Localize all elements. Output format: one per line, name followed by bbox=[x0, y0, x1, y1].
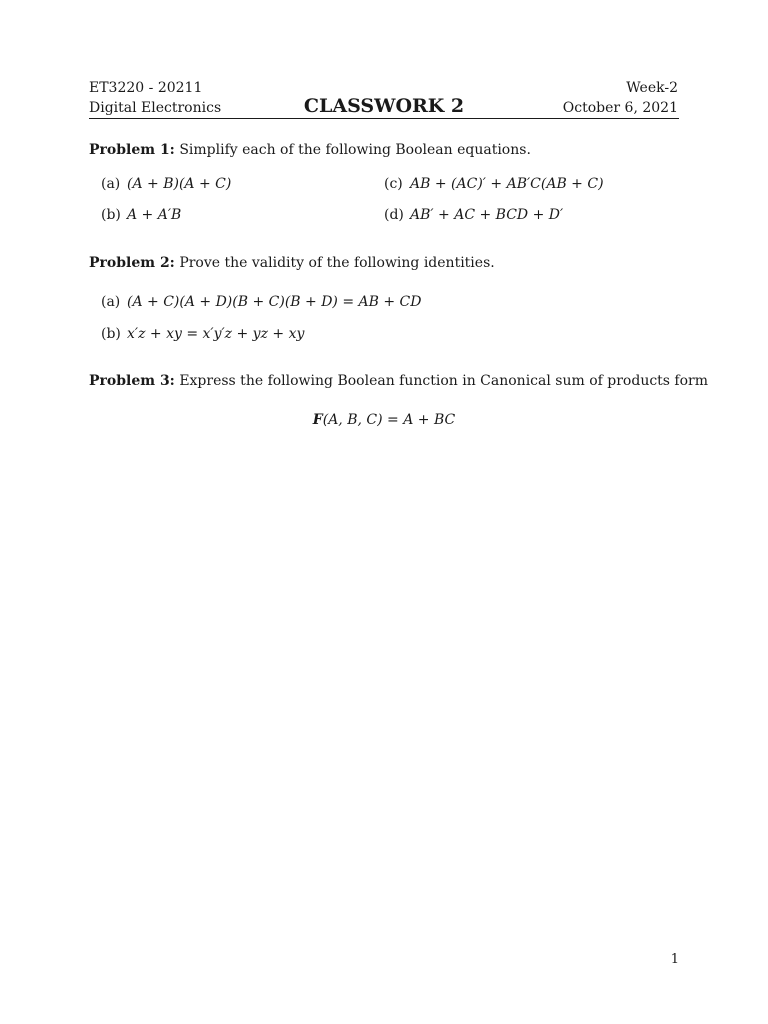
item-expression: (A + B)(A + C) bbox=[127, 176, 232, 192]
header-rule bbox=[89, 118, 679, 119]
page-title: CLASSWORK 2 bbox=[303, 95, 465, 117]
function-definition: (A, B, C) = A + BC bbox=[322, 412, 456, 428]
item-label: (b) bbox=[101, 207, 121, 223]
problem-1-statement bbox=[89, 142, 531, 158]
item-label: (a) bbox=[101, 176, 121, 192]
item-label: (c) bbox=[384, 176, 403, 192]
page-number: 1 bbox=[670, 952, 679, 967]
item-expression: x′z + xy = x′y′z + yz + xy bbox=[127, 326, 305, 342]
problem-2-item-b bbox=[101, 326, 304, 342]
item-expression: AB + (AC)′ + AB′C(AB + C) bbox=[410, 176, 604, 192]
problem-1-item-b bbox=[101, 207, 181, 223]
course-code: ET3220 - 20211 bbox=[89, 80, 203, 96]
course-name: Digital Electronics bbox=[89, 100, 222, 116]
problem-2-item-a bbox=[101, 294, 422, 310]
problem-3-statement bbox=[89, 373, 708, 389]
item-label: (d) bbox=[384, 207, 404, 223]
item-label: (a) bbox=[101, 294, 121, 310]
date-label: October 6, 2021 bbox=[562, 100, 678, 116]
problem-3-equation bbox=[0, 412, 768, 428]
problem-2-text: Prove the validity of the following identities. bbox=[179, 255, 495, 271]
problem-1-label: Problem 1: bbox=[89, 142, 175, 158]
week-label: Week-2 bbox=[626, 80, 678, 96]
item-expression: (A + C)(A + D)(B + C)(B + D) = AB + CD bbox=[127, 294, 422, 310]
problem-1-item-c bbox=[384, 176, 604, 192]
problem-2-statement bbox=[89, 255, 495, 271]
problem-1-text: Simplify each of the following Boolean equations. bbox=[179, 142, 531, 158]
function-name: F bbox=[312, 412, 323, 428]
item-expression: A + A′B bbox=[127, 207, 182, 223]
item-expression: AB′ + AC + BCD + D′ bbox=[410, 207, 564, 223]
problem-2-label: Problem 2: bbox=[89, 255, 175, 271]
problem-1-item-d bbox=[384, 207, 563, 223]
problem-1-item-a bbox=[101, 176, 231, 192]
item-label: (b) bbox=[101, 326, 121, 342]
problem-3-label: Problem 3: bbox=[89, 373, 175, 389]
problem-3-text: Express the following Boolean function in Canonical sum of products form bbox=[179, 373, 709, 389]
